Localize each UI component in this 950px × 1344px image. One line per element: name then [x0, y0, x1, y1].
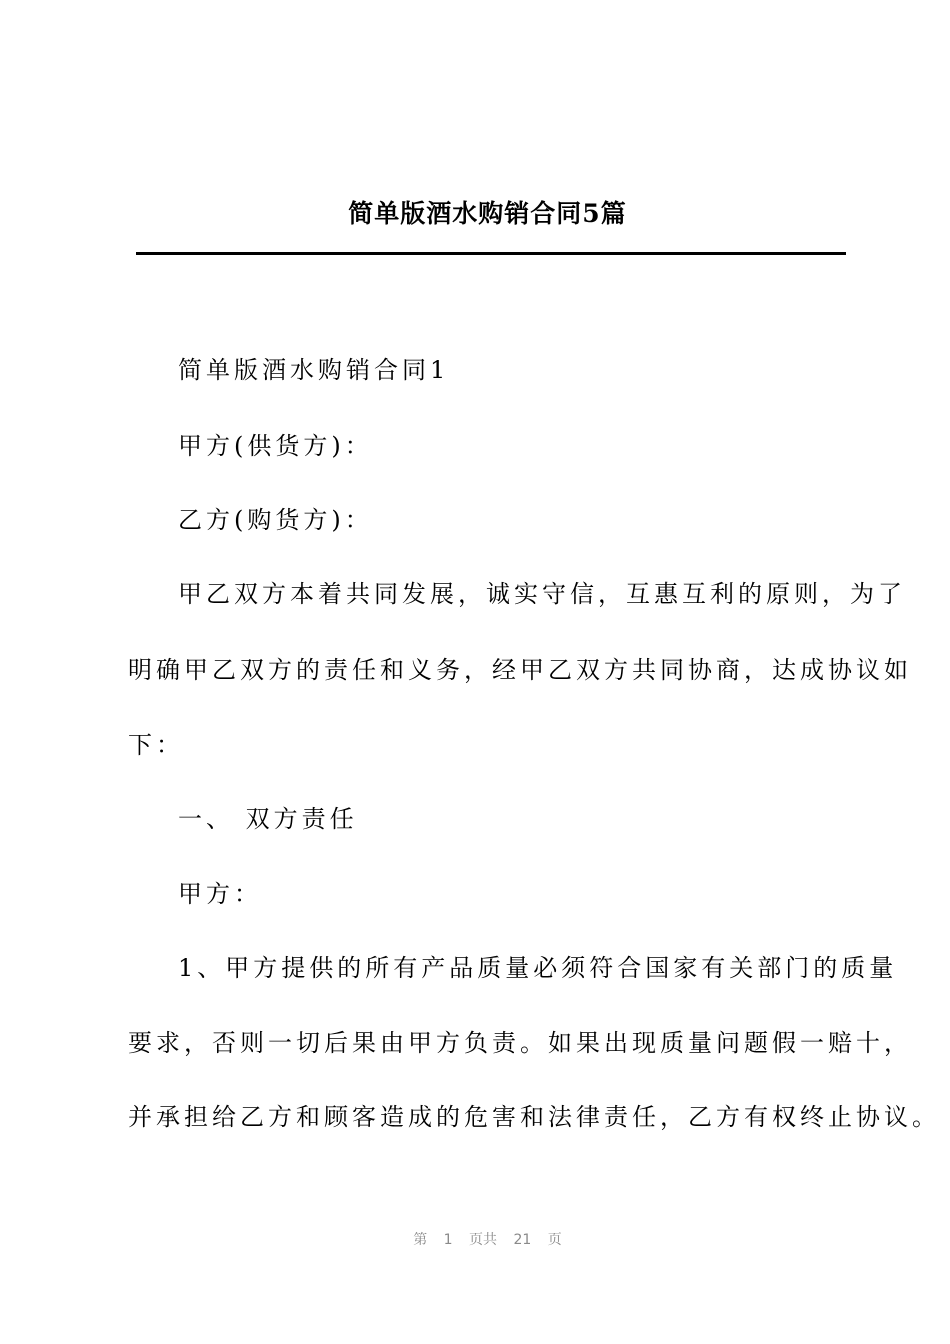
paragraph-line: 甲乙双方本着共同发展，诚实守信，互惠互利的原则，为了 [178, 580, 906, 608]
paragraph-line: 明确甲乙双方的责任和义务，经甲乙双方共同协商，达成协议如 [128, 656, 912, 684]
footer-prefix: 第 [413, 1232, 428, 1248]
paragraph-line: 要求，否则一切后果由甲方负责。如果出现质量问题假一赔十， [128, 1029, 912, 1057]
page-footer [0, 1228, 950, 1252]
document-title: 简单版酒水购销合同5篇 [348, 199, 627, 228]
footer-page-number: 1 [443, 1232, 453, 1248]
party-b-line: 乙方(购货方)： [178, 506, 373, 534]
paragraph-line: 1、甲方提供的所有产品质量必须符合国家有关部门的质量 [178, 954, 898, 982]
paragraph-line: 下： [128, 731, 184, 759]
footer-suffix: 页 [547, 1232, 562, 1248]
section-heading: 简单版酒水购销合同1 [178, 356, 450, 384]
title-underline [136, 252, 846, 255]
footer-middle: 页共 [469, 1232, 498, 1248]
party-a-label: 甲方： [178, 880, 262, 908]
paragraph-line: 并承担给乙方和顾客造成的危害和法律责任，乙方有权终止协议。 [128, 1103, 940, 1131]
clause-heading: 一、 双方责任 [178, 805, 358, 833]
footer-total-pages: 21 [513, 1232, 532, 1248]
party-a-line: 甲方(供货方)： [178, 432, 373, 460]
